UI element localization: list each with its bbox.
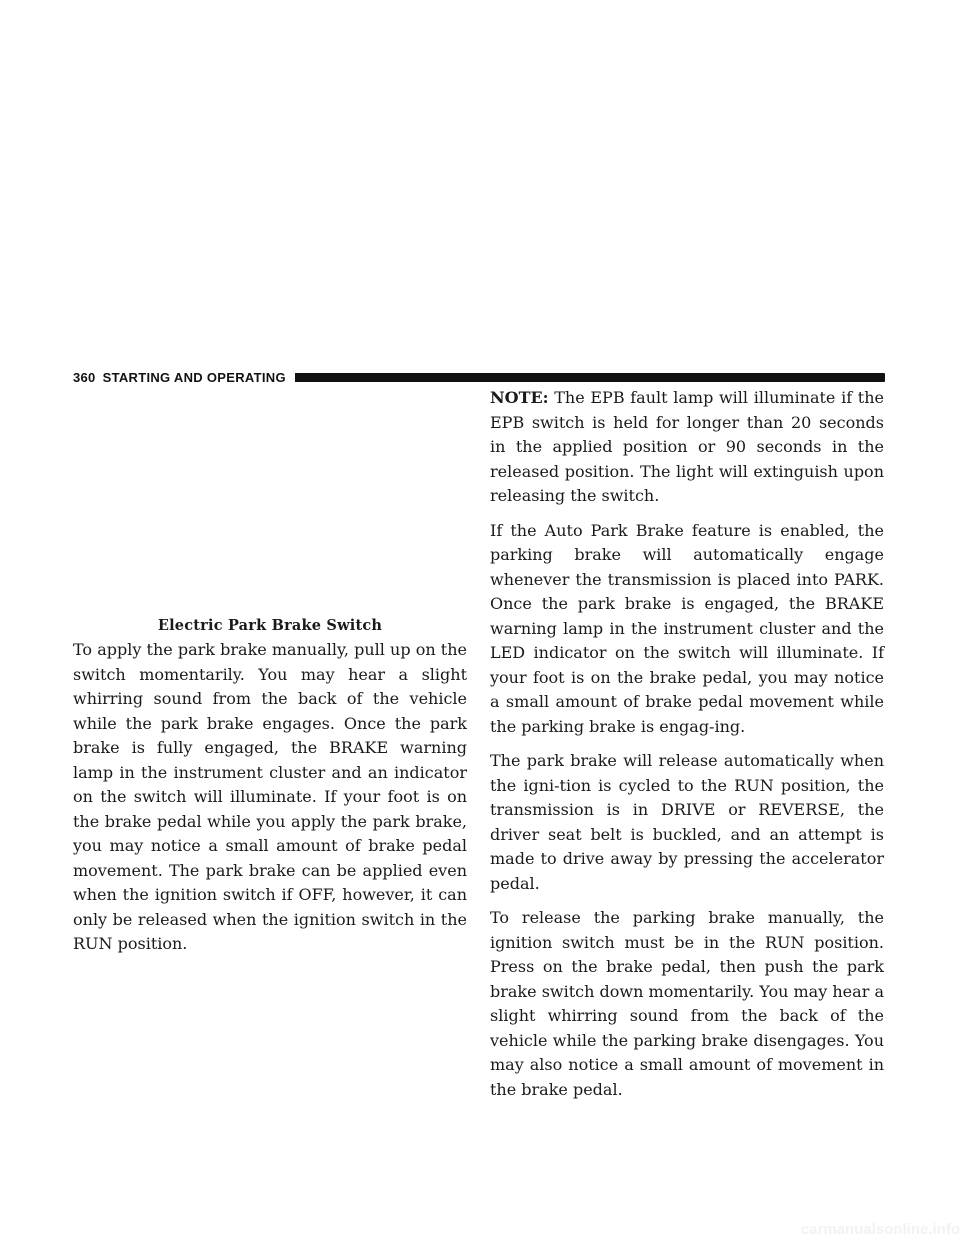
left-column (73, 382, 467, 967)
paragraph-manual-release: To release the parking brake manually, the ignition switch must be in the RUN position. Press on the brake pedal, then push the park brake switch down momentarily. You may hear a slight whirring sound from the back of the vehicle while the parking brake disengages. You may also notice a small amount of movement in the brake pedal. (490, 908, 884, 1099)
right-column (490, 386, 884, 1112)
figure-caption: Electric Park Brake Switch (157, 617, 383, 634)
note-paragraph (490, 386, 884, 509)
note-text: The EPB fault lamp will illuminate if the EPB switch is held for longer than 20 seconds in the applied position or 90 seconds in the released position. The light will extinguish upon releasing the switch. (490, 388, 884, 505)
page-number: 360 (73, 369, 96, 385)
note-label: NOTE: (490, 388, 549, 407)
paragraph-apply-park-brake: To apply the park brake manually, pull up on the switch momentarily. You may hear a slight whirring sound from the back of the vehicle while the park brake engages. Once the park brake is fully engaged, the BRAKE warning lamp in the instrument cluster and an indicator on the switch will illuminate. If your foot is on the brake pedal while you apply the park brake, you may notice a small amount of brake pedal movement. The park brake can be applied even when the ignition switch if OFF, however, it can only be released when the ignition switch in the RUN position. (73, 640, 467, 953)
paragraph-auto-park-brake: If the Auto Park Brake feature is enabled, the parking brake will automatically engage whenever the transmission is placed into PARK. Once the park brake is engaged, the BRAKE warning lamp in the instrument cluster and the LED indicator on the switch will illuminate. If your foot is on the brake pedal, you may notice a small amount of brake pedal movement while the parking brake is engag-ing. (490, 520, 884, 736)
paragraph-automatic-release: The park brake will release automatically when the igni-tion is cycled to the RUN position, the transmission is in DRIVE or REVERSE, the driver seat belt is buckled, and an attempt is made to drive away by pressing the accelerator pedal. (490, 751, 884, 893)
footer-watermark: carmanualsonline.info (800, 1221, 960, 1238)
header-rule (295, 373, 885, 382)
figure-image-area (73, 382, 467, 608)
section-title: STARTING AND OPERATING (102, 369, 286, 385)
